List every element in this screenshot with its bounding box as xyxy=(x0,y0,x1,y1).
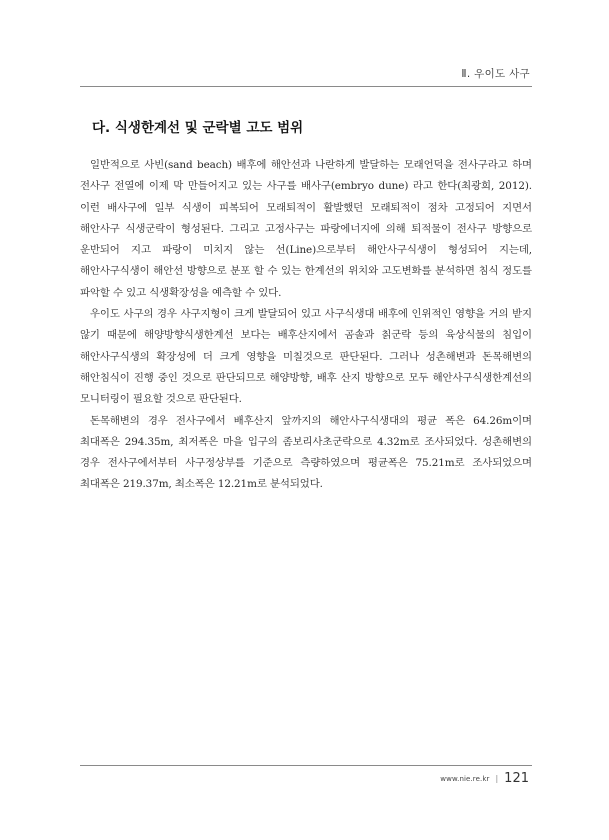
paragraph: 우이도 사구의 경우 사구지형이 크게 발달되어 있고 사구식생대 배후에 인위적인 영향을 거의 받지 않기 때문에 해양방향식생한계선 보다는 배후산지에서 곰솔과 칡군락 등의 육상식물의 침입이 해안사구식생의 확장성에 더 크게 영향을 미칠것으로 판단된다. 그러나 성촌해변과 돈목해변의 해안침식이 진행 중인 것으로 판단되므로 해양방향, 배후 산지 방향으로 모두 해안사구식생한계선의 모니터링이 필요할 것으로 판단된다. xyxy=(80,308,532,406)
footer-separator: | xyxy=(495,774,499,783)
page-number: 121 xyxy=(504,771,529,786)
page-footer xyxy=(440,771,529,786)
header-divider xyxy=(80,86,532,87)
footer-divider xyxy=(80,765,532,766)
footer-url[interactable]: www.nie.re.kr xyxy=(440,774,490,783)
chapter-header: Ⅱ. 우이도 사구 xyxy=(461,68,530,80)
section-heading: 다. 식생한계선 및 군락별 고도 범위 xyxy=(92,120,304,136)
paragraph: 일반적으로 사빈(sand beach) 배후에 해안선과 나란하게 발달하는 모래언덕을 전사구라고 하며 전사구 전열에 이제 막 만들어지고 있는 사구를 배사구(embryo dune) 라고 한다(최광희, 2012). 이런 배사구에 일부 식생이 피복되어 모래퇴적이 활발했던 모래퇴적이 점차 고정되어 지면서 해안사구 식생군락이 형성된다. 그리고 고정사구는 파랑에너지에 의해 퇴적물이 전사구 방향으로 운반되어 지고 파랑이 미치지 않는 선(Line)으로부터 해안사구식생이 형성되어 지는데, 해안사구식생이 해안선 방향으로 분포 할 수 있는 한계선의 위치와 고도변화를 분석하면 침식 정도를 파악할 수 있고 식생확장성을 예측할 수 있다. xyxy=(80,159,532,299)
paragraph: 돈목해변의 경우 전사구에서 배후산지 앞까지의 해안사구식생대의 평균 폭은 64.26m이며 최대폭은 294.35m, 최저폭은 마을 입구의 좀보리사초군락으로 4.32m로 조사되었다. 성촌해변의 경우 전사구에서부터 사구정상부를 기준으로 측량하였으며 평균폭은 75.21m로 조사되었으며 최대폭은 219.37m, 최소폭은 12.21m로 분석되었다. xyxy=(80,414,532,491)
body-text xyxy=(80,155,532,496)
